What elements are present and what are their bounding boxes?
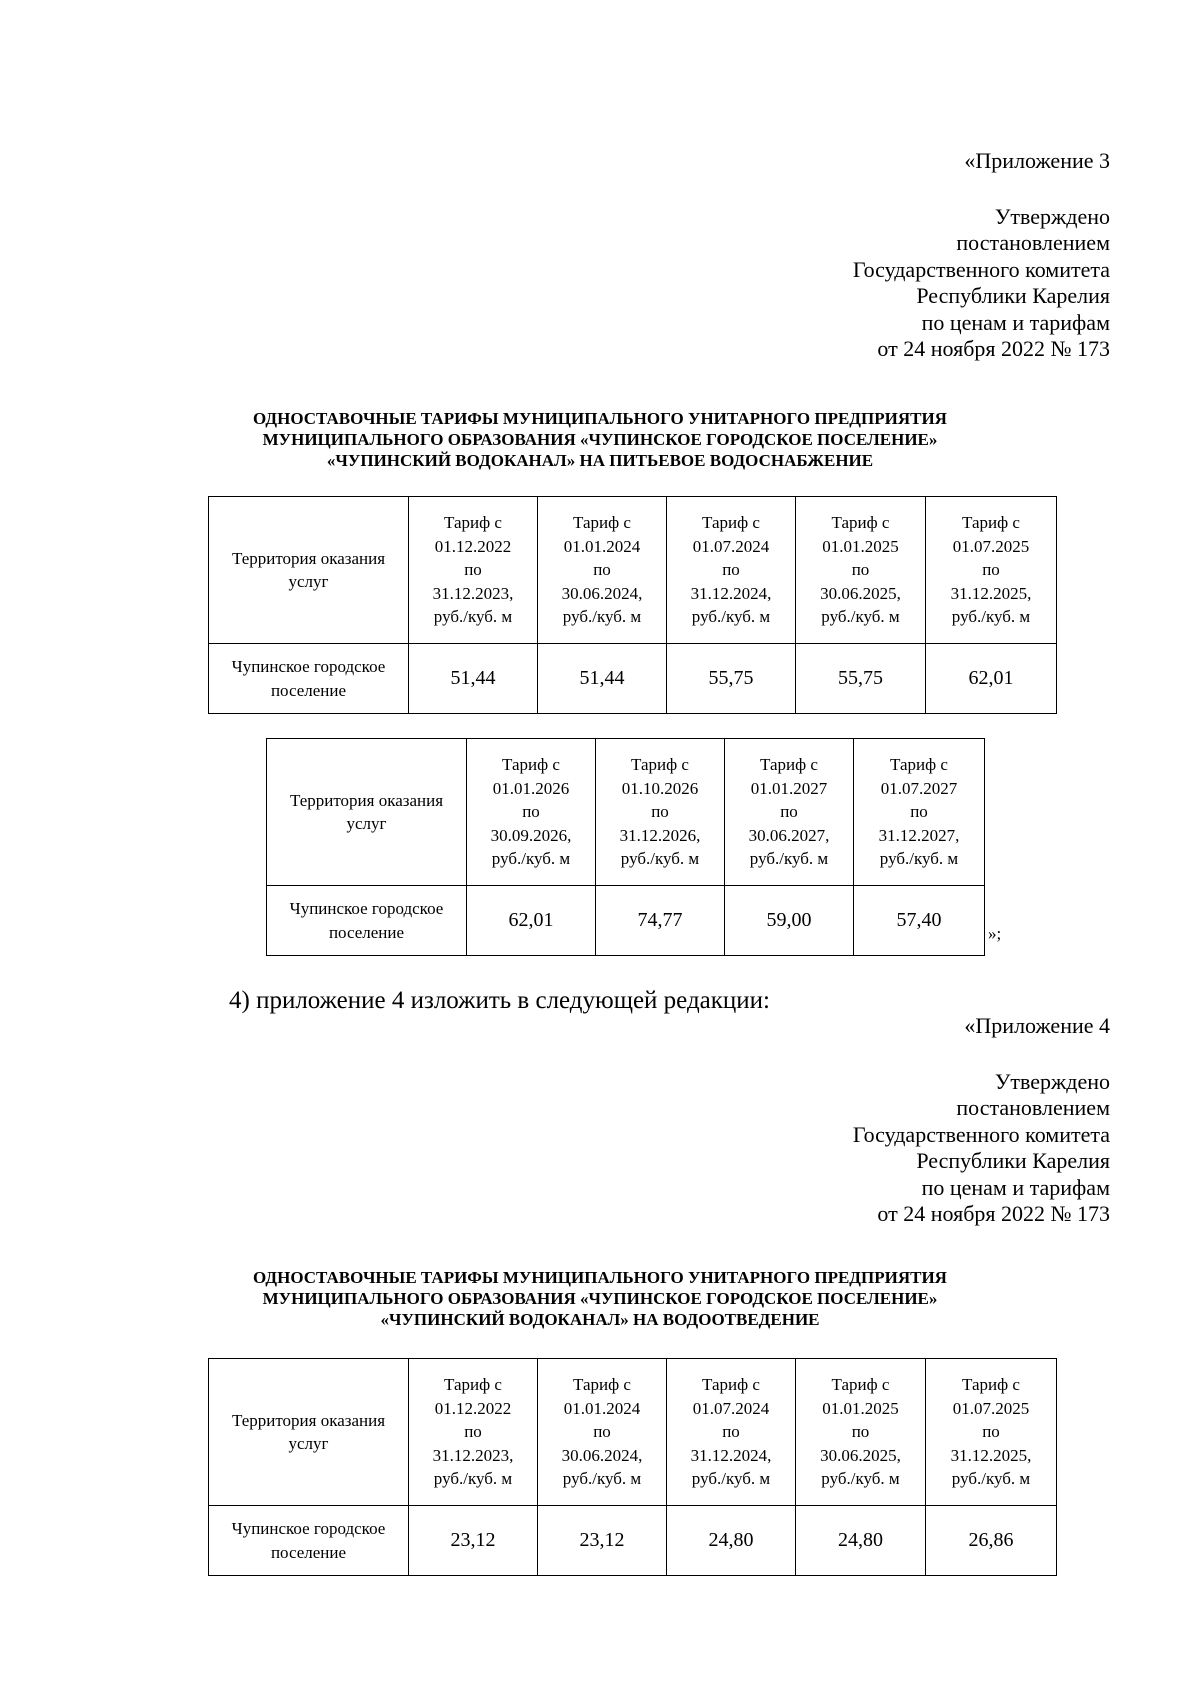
instruction-paragraph: 4) приложение 4 изложить в следующей редакции:: [229, 987, 770, 1014]
period-header: Тариф с 01.01.2026 по 30.09.2026, руб./куб. м: [467, 739, 596, 886]
table-header-row: [267, 739, 985, 886]
approval-line: Республики Карелия: [916, 1148, 1110, 1174]
period-header: Тариф с 01.12.2022 по 31.12.2023, руб./куб. м: [409, 1359, 538, 1506]
annex4-heading: «Приложение 4: [964, 1013, 1110, 1038]
approval-line: Республики Карелия: [916, 283, 1110, 309]
approval-line: постановлением: [956, 1095, 1110, 1121]
period-header: Тариф с 01.01.2024 по 30.06.2024, руб./куб. м: [538, 497, 667, 644]
period-header: Тариф с 01.12.2022 по 31.12.2023, руб./куб. м: [409, 497, 538, 644]
tariff-value: 51,44: [538, 644, 667, 714]
tariff-value: 55,75: [796, 644, 926, 714]
tariff-value: 23,12: [409, 1506, 538, 1576]
territory-header: Территория оказания услуг: [209, 497, 409, 644]
table-row: [209, 644, 1057, 714]
approval-line: Утверждено: [994, 204, 1110, 229]
annex3-tariff-table-2: [266, 738, 985, 956]
table-header-row: [209, 497, 1057, 644]
tariff-value: 55,75: [667, 644, 796, 714]
annex3-tariff-table-1: [208, 496, 1057, 714]
period-header: Тариф с 01.10.2026 по 31.12.2026, руб./куб. м: [596, 739, 725, 886]
approval-line: постановлением: [956, 230, 1110, 256]
territory-name: Чупинское городское поселение: [209, 1506, 409, 1576]
title-line: МУНИЦИПАЛЬНОГО ОБРАЗОВАНИЯ «ЧУПИНСКОЕ ГОРОДСКОЕ ПОСЕЛЕНИЕ»: [262, 430, 938, 449]
table-header-row: [209, 1359, 1057, 1506]
closing-quote: »;: [988, 924, 1002, 943]
territory-name: Чупинское городское поселение: [209, 644, 409, 714]
period-header: Тариф с 01.01.2025 по 30.06.2025, руб./куб. м: [796, 1359, 926, 1506]
period-header: Тариф с 01.01.2025 по 30.06.2025, руб./куб. м: [796, 497, 926, 644]
annex3-approval: [853, 204, 1110, 362]
annex3-title: [0, 408, 1200, 471]
approval-line: по ценам и тарифам: [921, 1174, 1110, 1200]
annex3-heading: «Приложение 3: [964, 148, 1110, 173]
period-header: Тариф с 01.07.2025 по 31.12.2025, руб./куб. м: [926, 1359, 1057, 1506]
table-row: [209, 1506, 1057, 1576]
title-line: ОДНОСТАВОЧНЫЕ ТАРИФЫ МУНИЦИПАЛЬНОГО УНИТАРНОГО ПРЕДПРИЯТИЯ: [253, 1268, 947, 1287]
approval-line: от 24 ноября 2022 № 173: [877, 1201, 1110, 1227]
tariff-value: 62,01: [926, 644, 1057, 714]
approval-line: Утверждено: [994, 1069, 1110, 1094]
approval-line: по ценам и тарифам: [921, 309, 1110, 335]
period-header: Тариф с 01.07.2027 по 31.12.2027, руб./куб. м: [854, 739, 985, 886]
tariff-value: 24,80: [796, 1506, 926, 1576]
title-line: «ЧУПИНСКИЙ ВОДОКАНАЛ» НА ВОДООТВЕДЕНИЕ: [380, 1310, 820, 1329]
territory-header: Территория оказания услуг: [267, 739, 467, 886]
tariff-value: 57,40: [854, 886, 985, 956]
table-row: [267, 886, 985, 956]
period-header: Тариф с 01.07.2025 по 31.12.2025, руб./куб. м: [926, 497, 1057, 644]
territory-header: Территория оказания услуг: [209, 1359, 409, 1506]
title-line: МУНИЦИПАЛЬНОГО ОБРАЗОВАНИЯ «ЧУПИНСКОЕ ГОРОДСКОЕ ПОСЕЛЕНИЕ»: [262, 1289, 938, 1308]
tariff-value: 59,00: [725, 886, 854, 956]
tariff-value: 51,44: [409, 644, 538, 714]
annex4-approval: [853, 1069, 1110, 1227]
title-line: «ЧУПИНСКИЙ ВОДОКАНАЛ» НА ПИТЬЕВОЕ ВОДОСНАБЖЕНИЕ: [326, 451, 874, 470]
annex4-title: [0, 1267, 1200, 1330]
annex4-tariff-table: [208, 1358, 1057, 1576]
approval-line: Государственного комитета: [852, 1121, 1110, 1147]
tariff-value: 62,01: [467, 886, 596, 956]
tariff-value: 23,12: [538, 1506, 667, 1576]
period-header: Тариф с 01.01.2027 по 30.06.2027, руб./куб. м: [725, 739, 854, 886]
title-line: ОДНОСТАВОЧНЫЕ ТАРИФЫ МУНИЦИПАЛЬНОГО УНИТАРНОГО ПРЕДПРИЯТИЯ: [253, 409, 947, 428]
approval-line: Государственного комитета: [852, 256, 1110, 282]
territory-name: Чупинское городское поселение: [267, 886, 467, 956]
period-header: Тариф с 01.07.2024 по 31.12.2024, руб./куб. м: [667, 497, 796, 644]
tariff-value: 74,77: [596, 886, 725, 956]
tariff-value: 24,80: [667, 1506, 796, 1576]
tariff-value: 26,86: [926, 1506, 1057, 1576]
period-header: Тариф с 01.07.2024 по 31.12.2024, руб./куб. м: [667, 1359, 796, 1506]
approval-line: от 24 ноября 2022 № 173: [877, 336, 1110, 362]
period-header: Тариф с 01.01.2024 по 30.06.2024, руб./куб. м: [538, 1359, 667, 1506]
